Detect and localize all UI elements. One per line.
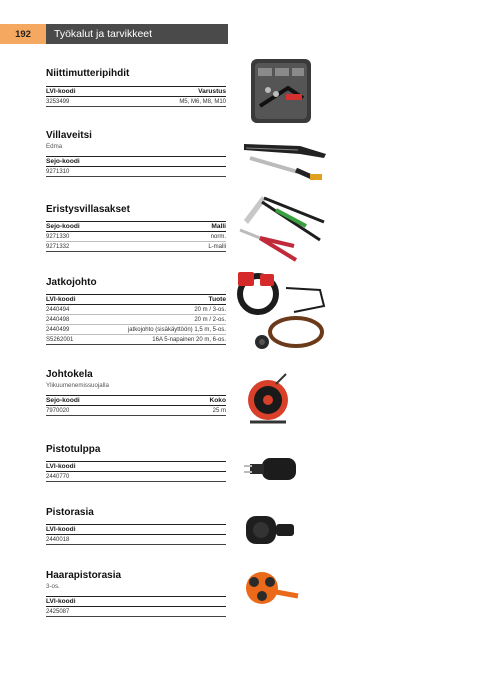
plug-image bbox=[242, 454, 300, 484]
product-spec: 20 m / 3-os. bbox=[194, 306, 226, 313]
page-title: Työkalut ja tarvikkeet bbox=[46, 24, 228, 44]
product-title: Eristysvillasakset bbox=[46, 204, 130, 215]
page-header bbox=[0, 24, 228, 44]
product-code: 9271330 bbox=[46, 233, 70, 240]
product-title: Pistorasia bbox=[46, 507, 94, 518]
column-header-value: Koko bbox=[209, 397, 226, 404]
product-table bbox=[46, 596, 226, 617]
product-title: Niittimutteripihdit bbox=[46, 68, 130, 79]
product-table bbox=[46, 524, 226, 545]
product-subtitle: Ylikuumenemissuojalla bbox=[46, 382, 109, 389]
column-header-code: LVI-koodi bbox=[46, 296, 76, 303]
column-header-code: Sejo-koodi bbox=[46, 223, 80, 230]
table-row bbox=[46, 167, 226, 177]
extension-cords-image bbox=[234, 268, 330, 358]
table-header bbox=[46, 156, 226, 167]
multi-socket-image bbox=[240, 568, 302, 608]
table-header bbox=[46, 86, 226, 97]
product-code: 9271310 bbox=[46, 168, 70, 175]
column-header-code: LVI-koodi bbox=[46, 88, 76, 95]
table-header bbox=[46, 221, 226, 232]
product-table bbox=[46, 461, 226, 482]
product-code: S5262001 bbox=[46, 336, 74, 343]
product-plug bbox=[46, 444, 226, 482]
product-title: Pistotulppa bbox=[46, 444, 101, 455]
table-header bbox=[46, 461, 226, 472]
table-row bbox=[46, 607, 226, 617]
table-row bbox=[46, 535, 226, 545]
product-spec: jatkojohto (sisäkäyttöön) 1,5 m, 5-os. bbox=[127, 326, 226, 333]
table-header bbox=[46, 395, 226, 406]
product-table bbox=[46, 86, 226, 107]
column-header-code: LVI-koodi bbox=[46, 526, 76, 533]
product-multi-socket bbox=[46, 570, 226, 617]
product-insulation-knife bbox=[46, 130, 226, 177]
product-title: Haarapistorasia bbox=[46, 570, 122, 581]
column-header-code: LVI-koodi bbox=[46, 598, 76, 605]
table-row bbox=[46, 406, 226, 416]
table-row bbox=[46, 315, 226, 325]
product-table bbox=[46, 294, 226, 345]
product-code: 2440770 bbox=[46, 473, 70, 480]
table-header bbox=[46, 596, 226, 607]
page-number: 192 bbox=[0, 24, 46, 44]
product-spec: L-malli bbox=[208, 243, 226, 250]
table-row bbox=[46, 242, 226, 252]
product-spec: norm. bbox=[210, 233, 226, 240]
product-title: Jatkojohto bbox=[46, 277, 97, 288]
product-spec: 16A 5-napainen 20 m, 6-os. bbox=[152, 336, 226, 343]
product-cable-reel bbox=[46, 369, 226, 416]
table-header bbox=[46, 524, 226, 535]
product-code: 2440499 bbox=[46, 326, 70, 333]
product-socket bbox=[46, 507, 226, 545]
column-header-value: Varustus bbox=[198, 88, 226, 95]
insulation-knife-image bbox=[240, 136, 330, 186]
product-title: Villaveitsi bbox=[46, 130, 92, 141]
product-table bbox=[46, 156, 226, 177]
product-subtitle: Edma bbox=[46, 143, 63, 150]
product-code: 9271332 bbox=[46, 243, 70, 250]
product-code: 2440018 bbox=[46, 536, 70, 543]
rivet-nut-pliers-case-image bbox=[248, 56, 314, 128]
product-code: 3253499 bbox=[46, 98, 70, 105]
table-row bbox=[46, 232, 226, 242]
product-subtitle: 3-os. bbox=[46, 583, 60, 590]
column-header-value: Tuote bbox=[208, 296, 226, 303]
table-row bbox=[46, 97, 226, 107]
table-row bbox=[46, 305, 226, 315]
table-row bbox=[46, 325, 226, 335]
product-code: 2425087 bbox=[46, 608, 70, 615]
table-row bbox=[46, 472, 226, 482]
product-extension-cord bbox=[46, 277, 226, 345]
column-header-value: Malli bbox=[211, 223, 226, 230]
product-spec: 25 m bbox=[212, 407, 226, 414]
product-insulation-shears bbox=[46, 204, 226, 252]
product-title: Johtokela bbox=[46, 369, 93, 380]
product-spec: M5, M6, M8, M10 bbox=[179, 98, 226, 105]
product-spec: 20 m / 2-os. bbox=[194, 316, 226, 323]
product-code: 7970020 bbox=[46, 407, 70, 414]
column-header-code: LVI-koodi bbox=[46, 463, 76, 470]
column-header-code: Sejo-koodi bbox=[46, 397, 80, 404]
product-code: 2440498 bbox=[46, 316, 70, 323]
table-header bbox=[46, 294, 226, 305]
column-header-code: Sejo-koodi bbox=[46, 158, 80, 165]
insulation-shears-image bbox=[236, 190, 330, 262]
product-code: 2440494 bbox=[46, 306, 70, 313]
socket-image bbox=[242, 512, 298, 548]
product-table bbox=[46, 395, 226, 416]
table-row bbox=[46, 335, 226, 345]
cable-reel-image bbox=[246, 370, 294, 434]
product-rivet-nut-pliers bbox=[46, 68, 226, 107]
product-table bbox=[46, 221, 226, 252]
